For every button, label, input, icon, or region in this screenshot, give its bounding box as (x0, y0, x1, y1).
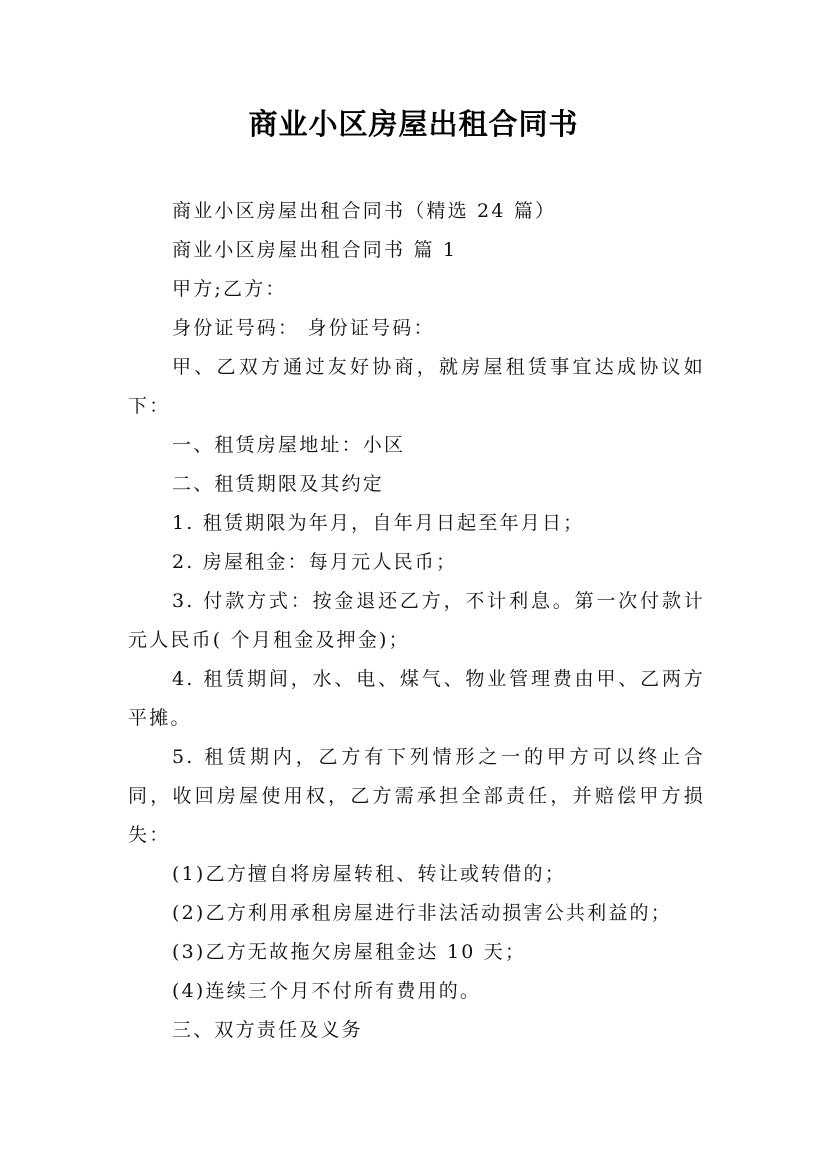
paragraph-subitem-1: (1)乙方擅自将房屋转租、转让或转借的； (172, 863, 566, 885)
paragraph-subitem-4: (4)连续三个月不付所有费用的。 (172, 980, 482, 1002)
paragraph-clause-3-heading: 三、双方责任及义务 (172, 1019, 363, 1041)
paragraph-subitem-2: (2)乙方利用承租房屋进行非法活动损害公共利益的； (172, 902, 672, 924)
paragraph-id-numbers: 身份证号码： 身份证号码： (172, 317, 435, 339)
paragraph-item-4: 4. 租赁期间，水、电、煤气、物业管理费由甲、乙两方平摊。 (128, 668, 705, 729)
paragraph-item-5: 5. 租赁期内，乙方有下列情形之一的甲方可以终止合同，收回房屋使用权，乙方需承担全部责任，并赔偿甲方损失： (128, 746, 705, 846)
paragraph-item-3: 3. 付款方式：按金退还乙方，不计利息。第一次付款计 元人民币( 个月租金及押金)； (128, 590, 705, 651)
paragraph-clause-2-heading: 二、租赁期限及其约定 (172, 473, 385, 495)
paragraph-subitem-3: (3)乙方无故拖欠房屋租金达 10 天； (172, 941, 527, 963)
paragraph-section-heading: 商业小区房屋出租合同书 篇 1 (172, 239, 458, 261)
paragraph-item-2: 2. 房屋租金：每月元人民币； (172, 551, 458, 573)
paragraph-parties: 甲方;乙方： (172, 278, 287, 300)
paragraph-subtitle: 商业小区房屋出租合同书（精选 24 篇） (172, 200, 557, 222)
document-body (128, 192, 705, 1050)
paragraph-item-1: 1. 租赁期限为年月，自年月日起至年月日； (172, 512, 585, 534)
paragraph-agreement-intro: 甲、乙双方通过友好协商，就房屋租赁事宜达成协议如下： (128, 356, 705, 417)
paragraph-clause-1-heading: 一、租赁房屋地址：小区 (172, 434, 406, 456)
document-title: 商业小区房屋出租合同书 (248, 107, 579, 141)
